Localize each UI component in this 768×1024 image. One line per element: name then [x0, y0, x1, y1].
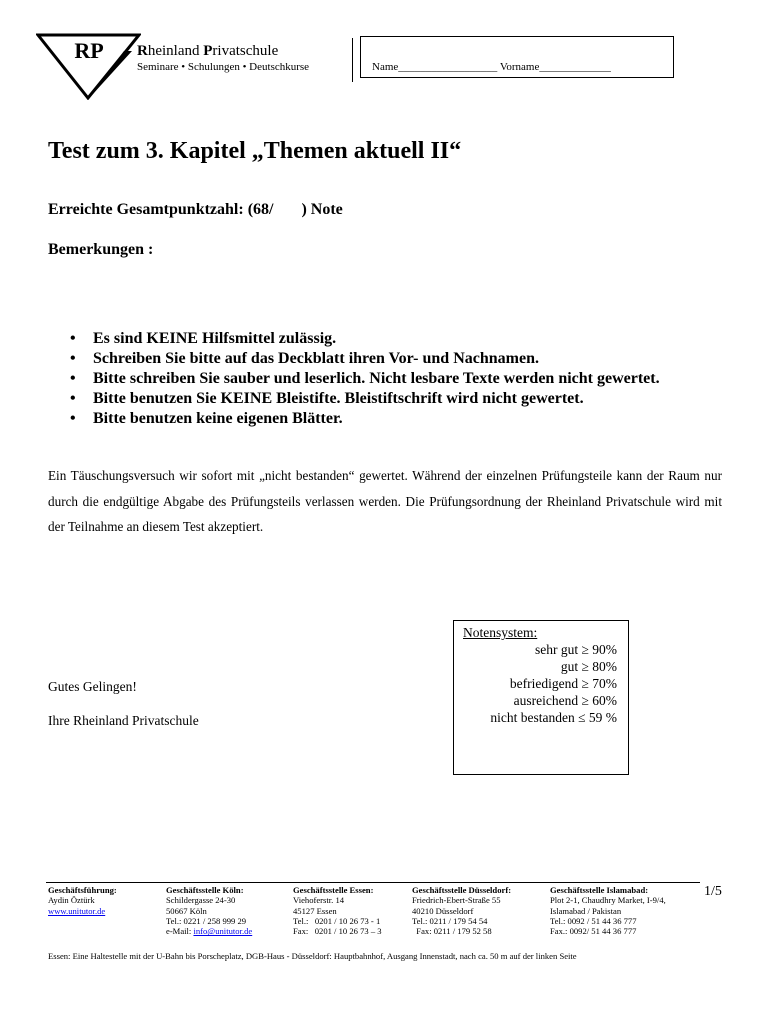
footer-duesseldorf: Geschäftsstelle Düsseldorf: Friedrich-Ebert-Straße 55 40210 Düsseldorf Tel.: 0211 / 179 54 54 Fax: 0211 / 179 52 58	[412, 885, 512, 937]
grade-item: gut ≥ 80%	[560, 659, 617, 674]
footer-divider	[46, 882, 700, 883]
closing-signature: Ihre Rheinland Privatschule	[48, 713, 199, 728]
exam-rules-paragraph: Ein Täuschungsversuch wir sofort mit „nicht bestanden“ gewertet. Während der einzelnen Prüfungsteile kann der Raum nur durch die endgültige Abgabe des Prüfungsteils verlassen werden. Die Prüfungsordnung der Rheinland Privatschule wird mit der Teilnahme an diesem Test akzeptiert.	[48, 468, 722, 534]
email-link[interactable]: info@unitutor.de	[193, 926, 253, 937]
logo-text: RP	[74, 38, 104, 63]
footer-essen: Geschäftsstelle Essen: Viehoferstr. 14 45127 Essen Tel.: 0201 / 10 26 73 - 1 Fax: 0201 / 10 26 73 – 3	[293, 885, 382, 937]
remarks-label: Bemerkungen :	[48, 241, 154, 258]
rule-item: • Es sind KEINE Hilfsmittel zulässig.	[70, 330, 337, 347]
rule-item: • Bitte schreiben Sie sauber und leserlich. Nicht lesbare Texte werden nicht gewertet.	[70, 370, 660, 387]
closing-greeting: Gutes Gelingen!	[48, 679, 137, 694]
rules-list	[48, 329, 708, 429]
page-title: Test zum 3. Kapitel „Themen aktuell II“	[48, 138, 462, 164]
grade-item: nicht bestanden ≤ 59 %	[490, 710, 617, 725]
footer-islamabad: Geschäftsstelle Islamabad: Plot 2-1, Chaudhry Market, I-9/4, Islamabad / Pakistan Tel.: 0092 / 51 44 36 777 Fax.: 0092/ 51 44 36 777	[550, 885, 666, 937]
score-line: Erreichte Gesamtpunktzahl: (68/ ) Note	[48, 201, 343, 218]
website-link[interactable]: www.unitutor.de	[48, 905, 106, 916]
footer-koeln: Geschäftsstelle Köln: Schildergasse 24-30 50667 Köln Tel.: 0221 / 258 999 29 e-Mail: info@unitutor.de	[166, 885, 253, 937]
school-subtitle: Seminare • Schulungen • Deutschkurse	[137, 61, 310, 73]
rule-item: • Schreiben Sie bitte auf das Deckblatt ihren Vor- und Nachnamen.	[70, 350, 539, 367]
grading-title: Notensystem:	[463, 625, 538, 640]
footer-directions: Essen: Eine Haltestelle mit der U-Bahn bis Porscheplatz, DGB-Haus - Düsseldorf: Hauptbahnhof, Ausgang Innenstadt, nach ca. 50 m auf der linken Seite	[48, 951, 577, 961]
page-number: 1/5	[704, 884, 722, 899]
grade-item: befriedigend ≥ 70%	[509, 676, 617, 691]
footer-management: Geschäftsführung: Aydin Öztürk www.unitutor.de	[48, 885, 117, 916]
school-name: Rheinland Privatschule	[137, 43, 279, 59]
grade-item: sehr gut ≥ 90%	[534, 642, 617, 657]
name-field-line[interactable]	[372, 61, 611, 73]
name-label: Name__________________	[372, 61, 498, 73]
header-divider	[352, 38, 353, 82]
rp-logo	[36, 33, 141, 100]
rule-item: • Bitte benutzen keine eigenen Blätter.	[70, 410, 343, 427]
rule-item: • Bitte benutzen Sie KEINE Bleistifte. Bleistiftschrift wird nicht gewertet.	[70, 390, 584, 407]
grade-item: ausreichend ≥ 60%	[513, 693, 617, 708]
vorname-label: Vorname_____________	[499, 61, 611, 73]
